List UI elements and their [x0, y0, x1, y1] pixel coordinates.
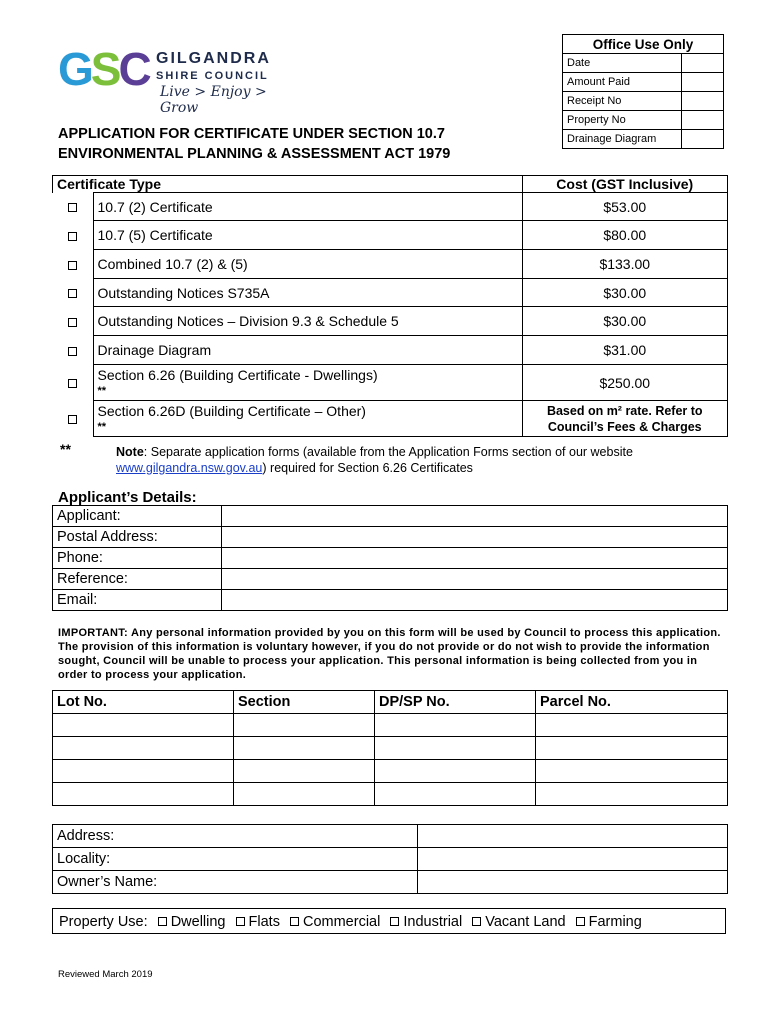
section-cell[interactable] [234, 760, 375, 783]
section-cell[interactable] [234, 783, 375, 806]
reference-label: Reference: [53, 569, 222, 590]
section-header: Section [234, 691, 375, 714]
section-cell[interactable] [234, 737, 375, 760]
checkbox-cert-4[interactable] [68, 289, 77, 298]
checkbox-commercial[interactable] [290, 917, 299, 926]
cert-footnote-marker: ** [97, 384, 107, 397]
office-row-label: Receipt No [563, 92, 682, 111]
office-row-value[interactable] [682, 73, 724, 92]
dpsp-cell[interactable] [375, 737, 536, 760]
applicant-input[interactable] [222, 506, 728, 527]
checkbox-industrial[interactable] [390, 917, 399, 926]
checkbox-farming[interactable] [576, 917, 585, 926]
checkbox-cert-1[interactable] [68, 203, 77, 212]
checkbox-cert-2[interactable] [68, 232, 77, 241]
checkbox-cert-6[interactable] [68, 347, 77, 356]
cert-cost-header: Cost (GST Inclusive) [522, 176, 728, 193]
parcel-header: Parcel No. [536, 691, 728, 714]
option-flats-label: Flats [248, 914, 280, 930]
note-text: Note: Separate application forms (available from the Application Forms section of our website www.gilgandra.nsw.gov.au) required for Section 6.26 Certificates [116, 445, 633, 475]
cert-label: Section 6.26D (Building Certificate – Other) [97, 402, 366, 419]
cert-cost: $53.00 [522, 193, 728, 221]
checkbox-flats[interactable] [236, 917, 245, 926]
office-row-value[interactable] [682, 130, 724, 149]
option-vacant-land-label: Vacant Land [485, 914, 566, 930]
applicant-label: Applicant: [53, 506, 222, 527]
cert-label: Outstanding Notices S735A [93, 279, 522, 307]
option-dwelling-label: Dwelling [170, 914, 226, 930]
cert-type-header: Certificate Type [53, 176, 523, 193]
cert-label: 10.7 (5) Certificate [93, 221, 522, 250]
privacy-notice: IMPORTANT: Any personal information provided by you on this form will be used by Council to process this application. The provision of this information is voluntary however, if you do not provide or do not wish to provide the information sought, Council will be unable to process your application. This personal information is being collected from you in order to process your application. [58, 627, 721, 681]
logo-name-line1: GILGANDRA [156, 50, 271, 67]
office-row-value[interactable] [682, 111, 724, 130]
cert-cost: $30.00 [522, 279, 728, 307]
property-use-label: Property Use: [59, 914, 148, 930]
applicant-table [52, 505, 728, 611]
office-row-value[interactable] [682, 92, 724, 111]
cert-cost: $133.00 [522, 250, 728, 279]
reference-input[interactable] [222, 569, 728, 590]
property-use-row [52, 908, 726, 934]
dpsp-header: DP/SP No. [375, 691, 536, 714]
lot-cell[interactable] [53, 714, 234, 737]
property-address-table [52, 824, 728, 894]
certificate-table [52, 175, 728, 437]
office-row-label: Drainage Diagram [563, 130, 682, 149]
address-label: Address: [53, 825, 418, 848]
checkbox-dwelling[interactable] [158, 917, 167, 926]
locality-input[interactable] [418, 848, 728, 871]
checkbox-cert-8[interactable] [68, 415, 77, 424]
cert-cost: $30.00 [522, 307, 728, 336]
address-input[interactable] [418, 825, 728, 848]
phone-input[interactable] [222, 548, 728, 569]
postal-address-input[interactable] [222, 527, 728, 548]
parcel-cell[interactable] [536, 737, 728, 760]
parcel-cell[interactable] [536, 714, 728, 737]
note-label: Note [116, 445, 144, 459]
email-input[interactable] [222, 590, 728, 611]
cert-cost: $80.00 [522, 221, 728, 250]
checkbox-cert-7[interactable] [68, 379, 77, 388]
page-title: APPLICATION FOR CERTIFICATE UNDER SECTION 10.7 ENVIRONMENTAL PLANNING & ASSESSMENT ACT 1979 [58, 126, 451, 162]
lot-header: Lot No. [53, 691, 234, 714]
office-use-title: Office Use Only [563, 35, 724, 54]
dpsp-cell[interactable] [375, 714, 536, 737]
option-commercial-label: Commercial [302, 914, 381, 930]
lot-cell[interactable] [53, 760, 234, 783]
email-label: Email: [53, 590, 222, 611]
cert-label: Combined 10.7 (2) & (5) [93, 250, 522, 279]
website-link[interactable]: www.gilgandra.nsw.gov.au [116, 461, 263, 475]
cert-footnote-marker: ** [97, 420, 107, 433]
dpsp-cell[interactable] [375, 783, 536, 806]
lot-cell[interactable] [53, 783, 234, 806]
cert-cost-note-line2: Council’s Fees & Charges [547, 419, 702, 434]
option-industrial-label: Industrial [403, 914, 463, 930]
footer-revision: Reviewed March 2019 [58, 969, 153, 980]
checkbox-cert-5[interactable] [68, 318, 77, 327]
owner-name-label: Owner’s Name: [53, 871, 418, 894]
parcel-cell[interactable] [536, 760, 728, 783]
cert-label: Outstanding Notices – Division 9.3 & Schedule 5 [93, 307, 522, 336]
cert-cost: $250.00 [522, 365, 728, 401]
applicant-heading: Applicant’s Details: [58, 489, 197, 506]
lot-cell[interactable] [53, 737, 234, 760]
section-cell[interactable] [234, 714, 375, 737]
dpsp-cell[interactable] [375, 760, 536, 783]
locality-label: Locality: [53, 848, 418, 871]
option-farming-label: Farming [588, 914, 642, 930]
checkbox-cert-3[interactable] [68, 261, 77, 270]
checkbox-vacant-land[interactable] [472, 917, 481, 926]
cert-cost-note-line1: Based on m² rate. Refer to [546, 403, 703, 418]
footnote-marker: ** [60, 441, 71, 457]
owner-name-input[interactable] [418, 871, 728, 894]
office-row-label: Date [563, 54, 682, 73]
cert-label: 10.7 (2) Certificate [93, 193, 522, 221]
logo-name-line2: SHIRE COUNCIL [156, 70, 269, 82]
council-logo [58, 42, 288, 116]
parcel-cell[interactable] [536, 783, 728, 806]
postal-address-label: Postal Address: [53, 527, 222, 548]
cert-cost: $31.00 [522, 336, 728, 365]
lot-table [52, 690, 728, 806]
office-row-label: Amount Paid [563, 73, 682, 92]
logo-tagline: Live > Enjoy > Grow [160, 84, 267, 116]
cert-label: Section 6.26 (Building Certificate - Dwellings) [97, 366, 378, 383]
phone-label: Phone: [53, 548, 222, 569]
office-row-label: Property No [563, 111, 682, 130]
logo-mark: GSC [58, 43, 149, 95]
cert-label: Drainage Diagram [93, 336, 522, 365]
office-row-value[interactable] [682, 54, 724, 73]
office-use-table [562, 34, 724, 149]
